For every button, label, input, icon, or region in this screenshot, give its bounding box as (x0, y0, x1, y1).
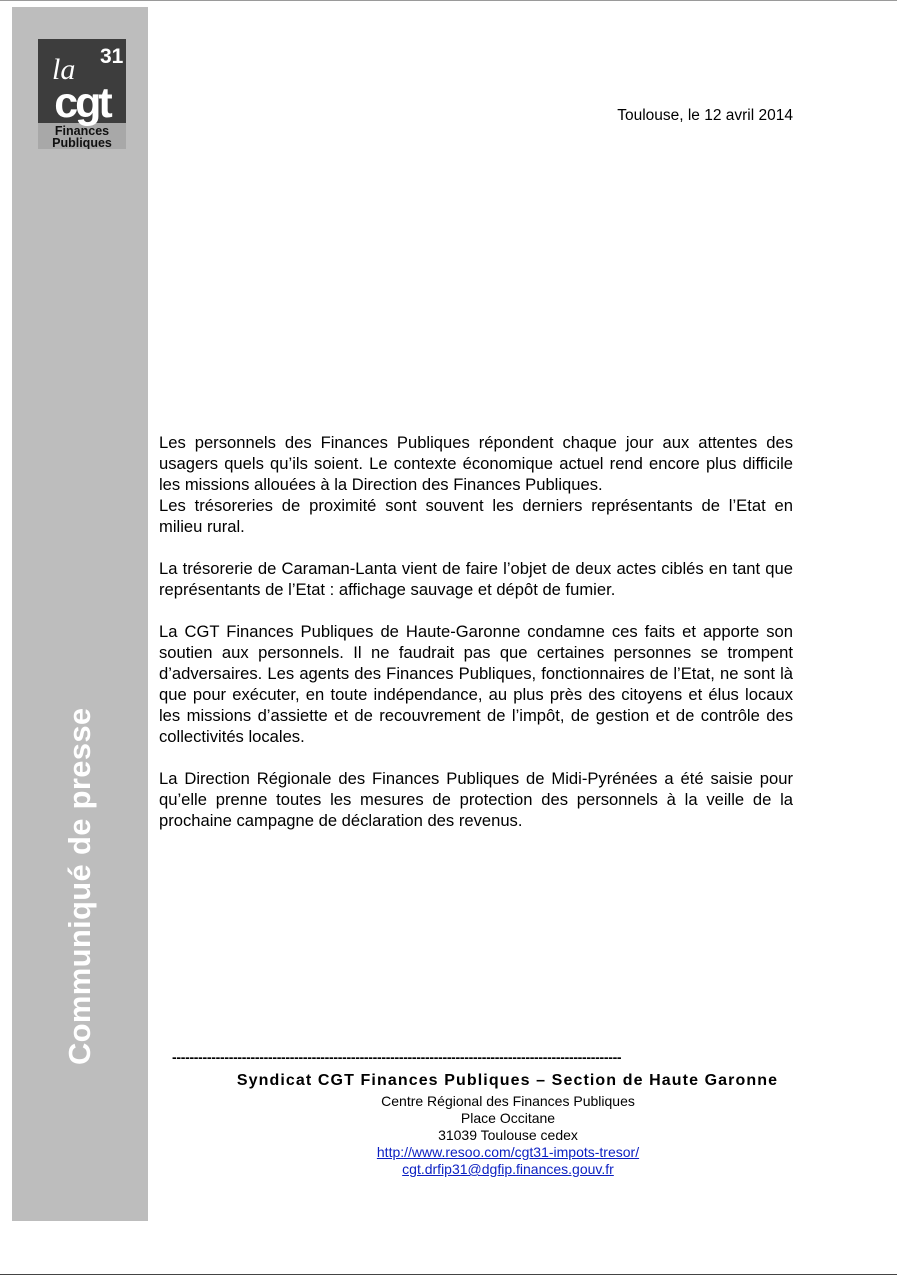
website-link[interactable]: http://www.resoo.com/cgt31-impots-tresor/ (376, 1144, 640, 1160)
footer-city: 31039 Toulouse cedex (438, 1127, 578, 1143)
date-line: Toulouse, le 12 avril 2014 (617, 107, 793, 124)
footer-street: Place Occitane (460, 1110, 556, 1126)
sidebar-band (12, 7, 148, 1221)
logo-brand: cgt (54, 79, 110, 127)
paragraph-text: Les personnels des Finances Publiques répondent chaque jour aux attentes des usagers quels qu’ils soient. Le contexte économique actuel rend encore plus difficile les missions allouées à la Direction des Finances Publiques. (159, 433, 793, 494)
press-release-body (159, 432, 793, 831)
email-link[interactable]: cgt.drfip31@dgfip.finances.gouv.fr (402, 1161, 614, 1177)
footer-separator: ------------------------------------------------------------------------------------------------------- (172, 1049, 622, 1065)
paragraph (159, 432, 793, 537)
bottom-rule (0, 1274, 897, 1275)
paragraph-text: Les trésoreries de proximité sont souvent les derniers représentants de l’Etat en milieu rural. (159, 496, 793, 536)
paragraph: La CGT Finances Publiques de Haute-Garonne condamne ces faits et apporte son soutien aux personnels. Il ne faudrait pas que certaines personnes se trompent d’adversaires. Les agents des Finances Publiques, fonctionnaires de l’Etat, ne sont là que pour exécuter, en toute indépendance, au plus près des citoyens et élus locaux les missions d’assiette et de recouvrement de l’impôt, de gestion et de contrôle des collectivités locales. (159, 622, 793, 746)
cgt-logo-graphic (38, 39, 126, 149)
logo-script: la (52, 53, 76, 86)
logo-line2: Publiques (52, 136, 112, 149)
top-rule (0, 0, 897, 1)
footer-address (308, 1093, 708, 1178)
paragraph: La trésorerie de Caraman-Lanta vient de faire l’objet de deux actes ciblés en tant que représentants de l’Etat : affichage sauvage et dépôt de fumier. (159, 559, 793, 599)
paragraph: La Direction Régionale des Finances Publiques de Midi-Pyrénées a été saisie pour qu’elle prenne toutes les mesures de protection des personnels à la veille de la prochaine campagne de déclaration des revenus. (159, 769, 793, 830)
logo-number: 31 (100, 45, 124, 68)
logo-line1: Finances (54, 124, 110, 138)
footer-org: Centre Régional des Finances Publiques (381, 1093, 635, 1109)
footer-title: Syndicat CGT Finances Publiques – Section de Haute Garonne (236, 1072, 779, 1089)
sidebar-label: Communiqué de presse (62, 707, 97, 1065)
cgt-logo (38, 39, 126, 149)
